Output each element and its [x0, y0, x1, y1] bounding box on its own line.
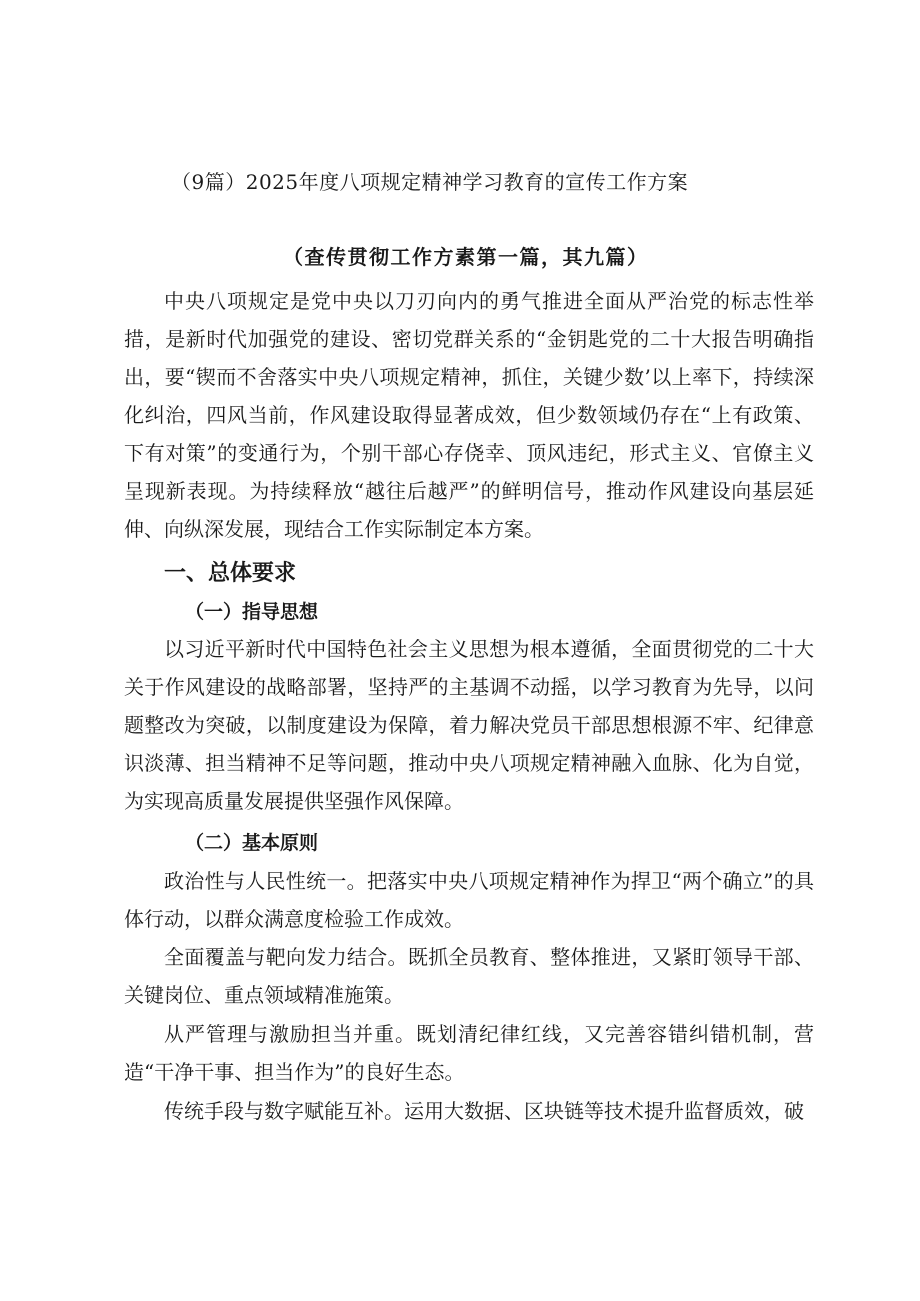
document-title: （9篇）2025年度八项规定精神学习教育的宣传工作方案 [171, 170, 689, 194]
subsection-heading-basic-principles: （二）基本原则 [185, 832, 319, 854]
principle-paragraph-strict-management: 从严管理与激励担当并重。既划清纪律红线，又完善容错纠错机制，营造“干净干事、担当作为”的良好生态。 [124, 1022, 814, 1084]
principle-paragraph-coverage-targeting: 全面覆盖与靶向发力结合。既抓全员教育、整体推进，又紧盯领导干部、关键岗位、重点领域精准施策。 [124, 945, 814, 1007]
principle-paragraph-political-people: 政治性与人民性统一。把落实中央八项规定精神作为捍卫“两个确立”的具体行动，以群众满意度检验工作成效。 [124, 869, 814, 931]
subsection-heading-guiding-ideology: （一）指导思想 [185, 601, 319, 623]
document-subtitle: （查传贯彻工作方素第一篇，其九篇） [283, 245, 649, 269]
section-heading-overall-requirements: 一、总体要求 [164, 561, 297, 586]
intro-paragraph: 中央八项规定是党中央以刀刃向内的勇气推进全面从严治党的标志性举措，是新时代加强党的建设、密切党群关系的“金钥匙党的二十大报告明确指出，要“锲而不舍落实中央八项规定精神，抓住，关键少数’以上率下，持续深化纠治，四风当前，作风建设取得显著成效，但少数领域仍存在“上有政策、下有对策”的变通行为，个别干部心存侥幸、顶风违纪，形式主义、官僚主义呈现新表现。为持续释放“越往后越严”的鲜明信号，推动作风建设向基层延伸、向纵深发展，现结合工作实际制定本方案。 [124, 289, 814, 541]
guiding-ideology-paragraph: 以习近平新时代中国特色社会主义思想为根本遵循，全面贯彻党的二十大关于作风建设的战略部署，坚持严的主基调不动摇，以学习教育为先导，以问题整改为突破，以制度建设为保障，着力解决党员干部思想根源不牢、纪律意识淡薄、担当精神不足等问题，推动中央八项规定精神融入血脉、化为自觉，为实现高质量发展提供坚强作风保障。 [124, 637, 814, 813]
principle-paragraph-digital-empowerment: 传统手段与数字赋能互补。运用大数据、区块链等技术提升监督质效，破 [164, 1099, 804, 1123]
